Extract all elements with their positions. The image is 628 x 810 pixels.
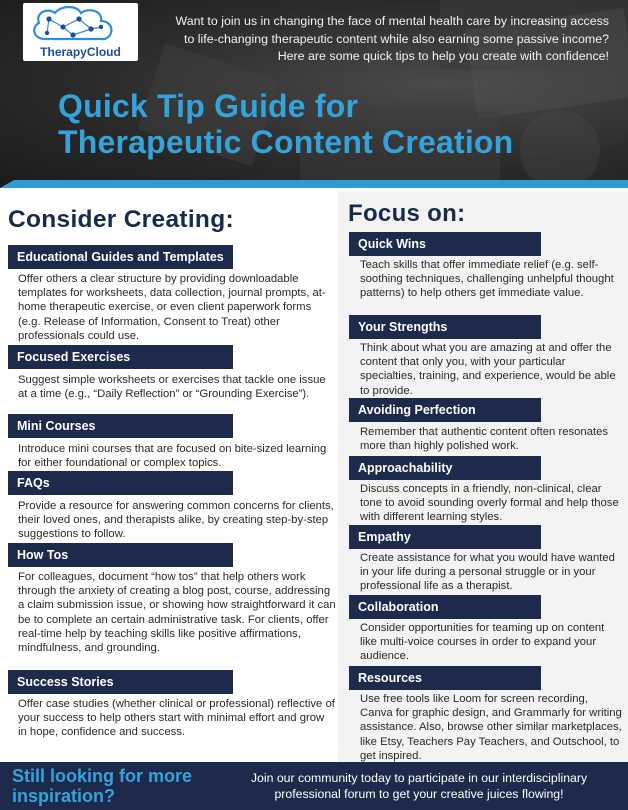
- footer-callout-line-1: Still looking for more: [12, 766, 193, 786]
- footer-invitation: Join our community today to participate in our interdisciplinary professional forum to get your creative juices flowing!: [250, 771, 588, 801]
- section-text-mini-courses: Introduce mini courses that are focused on bite-sized learning for either foundational or complex topics.: [18, 443, 327, 470]
- section-label-collaboration: Collaboration: [349, 595, 541, 619]
- section-text-how-tos: For colleagues, document “how tos” that help others work through the anxiety of creating a blog post, course, addressing a claim submission issue, or showing how straightforward it can be to complete an certain administrative task. For clients, offer real-time help by teaching skills like positive affirmations, mindfulness, and grounding.: [18, 571, 336, 655]
- section-label-mini-courses: Mini Courses: [8, 414, 233, 438]
- section-text-faqs: Provide a resource for answering common concerns for clients, their loved ones, and therapists alike, by creating step-by-step suggestions to follow.: [18, 500, 334, 541]
- footer-banner: [0, 762, 628, 810]
- title-line-1: Quick Tip Guide for: [58, 88, 359, 124]
- title-line-2: Therapeutic Content Creation: [58, 124, 514, 160]
- accent-stripe: [0, 180, 628, 188]
- section-text-resources: Use free tools like Loom for screen recording, Canva for graphic design, and Grammarly for writing assistance. Also, browse other similar marketplaces, like Etsy, Teachers Pay Teachers, and Outschool, to get inspired.: [360, 693, 622, 762]
- brain-network-icon: [29, 5, 132, 45]
- section-text-empathy: Create assistance for what you would have wanted in your life during a personal struggle or in your professional life as a therapist.: [360, 552, 615, 593]
- section-label-success-stories: Success Stories: [8, 670, 233, 694]
- header-banner: [0, 0, 628, 188]
- section-label-focused-exercises: Focused Exercises: [8, 345, 233, 369]
- section-label-educational-guides: Educational Guides and Templates: [8, 245, 233, 269]
- section-label-approachability: Approachability: [349, 456, 541, 480]
- section-text-success-stories: Offer case studies (whether clinical or professional) reflective of your success to help others start with minimal effort and grow in hope, confidence and success.: [18, 698, 335, 739]
- section-label-empathy: Empathy: [349, 525, 541, 549]
- section-text-focused-exercises: Suggest simple worksheets or exercises that tackle one issue at a time (e.g., “Daily Reflection” or “Grounding Exercise”).: [18, 374, 326, 401]
- therapycloud-logo: [23, 3, 138, 61]
- section-text-avoiding-perfection: Remember that authentic content often resonates more than highly polished work.: [360, 426, 609, 453]
- section-label-quick-wins: Quick Wins: [349, 232, 541, 256]
- section-label-avoiding-perfection: Avoiding Perfection: [349, 398, 541, 422]
- footer-callout-line-2: inspiration?: [12, 786, 115, 806]
- section-text-collaboration: Consider opportunities for teaming up on content like multi-voice courses in order to expand your audience.: [360, 622, 605, 663]
- section-text-educational-guides: Offer others a clear structure by providing downloadable templates for worksheets, data collection, journal prompts, at-home therapeutic exercise, or even client paperwork forms (e.g. Release of Information, Consent to Treat) other professionals could use.: [18, 273, 326, 342]
- page-title: [58, 88, 618, 160]
- section-label-how-tos: How Tos: [8, 543, 233, 567]
- footer-callout: [12, 766, 217, 806]
- section-label-resources: Resources: [349, 666, 541, 690]
- section-text-quick-wins: Teach skills that offer immediate relief (e.g. self-soothing techniques, challenging unhelpful thought patterns) to help others get immediate value.: [360, 259, 614, 300]
- right-heading: Focus on:: [348, 200, 466, 227]
- section-label-your-strengths: Your Strengths: [349, 315, 541, 339]
- left-heading: Consider Creating:: [8, 206, 234, 233]
- section-label-faqs: FAQs: [8, 471, 233, 495]
- logo-wordmark: TherapyCloud: [40, 45, 121, 59]
- intro-text: Want to join us in changing the face of mental health care by increasing access to life-changing therapeutic content while also earning some passive income? Here are some quick tips to help you create with confidence!: [175, 14, 609, 63]
- section-text-approachability: Discuss concepts in a friendly, non-clinical, clear tone to avoid sounding overly formal and help those with different learning styles.: [360, 483, 619, 524]
- section-text-your-strengths: Think about what you are amazing at and offer the content that only you, with your particular specialties, training, and experience, would be able to provide.: [360, 342, 616, 397]
